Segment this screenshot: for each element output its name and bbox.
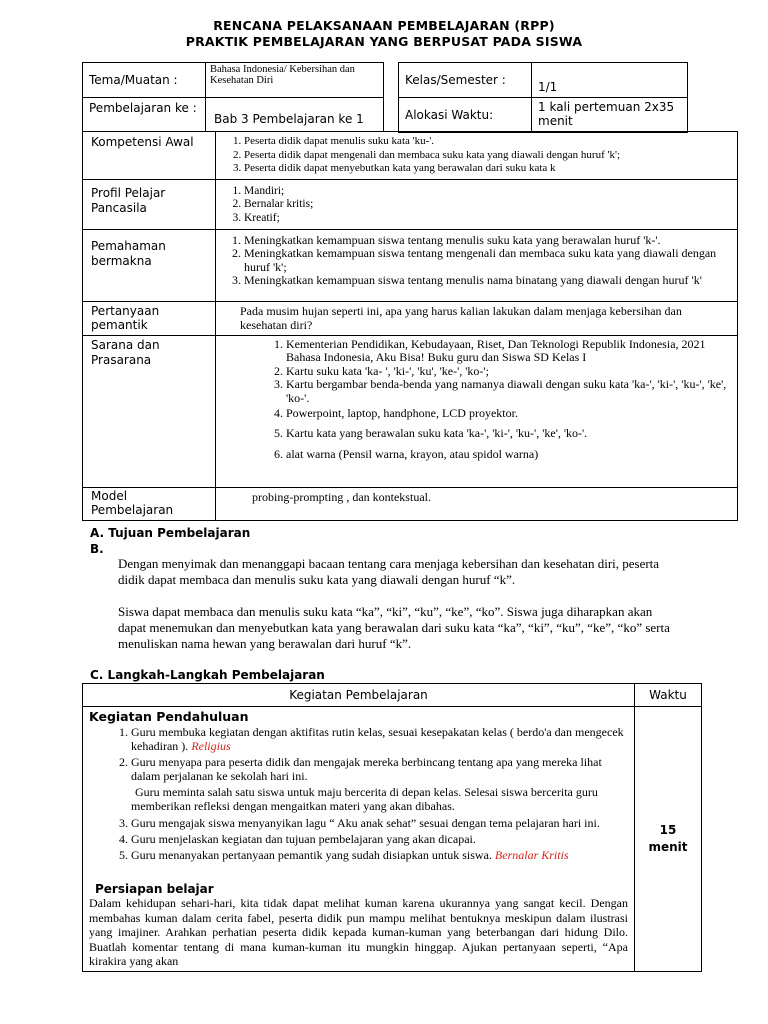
waktu-number: 15 [659, 822, 677, 837]
profil-cell [216, 179, 738, 229]
tema-label: Tema/Muatan : [83, 63, 206, 98]
kompetensi-item: 2. Peserta didik dapat mengenali dan membaca suku kata yang diawali dengan huruf 'k'; [244, 149, 731, 163]
kompetensi-label: Kompetensi Awal [83, 132, 216, 180]
section-b-heading: B. [90, 542, 104, 556]
pemahaman-list [222, 234, 731, 288]
tujuan-paragraph-1: Dengan menyimak dan menanggapi bacaan tentang cara menjaga kebersihan dan kesehatan diri, peserta didik dapat membaca dan menulis suku kata yang diawali dengan huruf “k”. [118, 556, 660, 587]
pemahaman-label: Pemahaman bermakna [83, 229, 216, 301]
step-4-text: Guru menjelaskan kegiatan dan tujuan pembelajaran yang akan dicapai. [131, 832, 476, 846]
header-table-left [82, 62, 384, 132]
pertanyaan-text: Pada musim hujan seperti ini, apa yang harus kalian lakukan dalam menjaga kebersihan dan kesehatan diri? [216, 301, 738, 335]
waktu-cell [635, 707, 702, 972]
profil-item: 1. Mandiri; [244, 185, 731, 199]
step-item [131, 755, 628, 783]
step-5-tag: Bernalar Kritis [494, 848, 569, 862]
sarana-item: 2. Kartu suku kata 'ka- ', 'ki-', 'ku', 'ke-', 'ko-'; [286, 365, 731, 379]
profil-list [222, 185, 731, 226]
kompetensi-cell [216, 132, 738, 180]
kompetensi-item: 1. Peserta didik dapat menulis suku kata 'ku-'. [244, 135, 731, 149]
pemahaman-item: 1. Meningkatkan kemampuan siswa tentang menulis suku kata yang berawalan huruf 'k-'. [244, 234, 731, 248]
pembelajaran-value: Bab 3 Pembelajaran ke 1 [206, 98, 384, 132]
sarana-label: Sarana dan Prasarana [83, 335, 216, 487]
step-2-text: Guru menyapa para peserta didik dan mengajak mereka berbincang tentang apa yang mereka lihat dalam perjalanan ke sekolah hari ini. [131, 755, 602, 783]
kegiatan-header: Kegiatan Pembelajaran [83, 684, 635, 707]
title-line-1: RENCANA PELAKSANAAN PEMBELAJARAN (RPP) [213, 18, 555, 33]
model-label: Model Pembelajaran [83, 487, 216, 520]
pemahaman-cell [216, 229, 738, 301]
pendahuluan-title: Kegiatan Pendahuluan [89, 709, 249, 724]
sarana-item: 3. Kartu bergambar benda-benda yang namanya diawali dengan suku kata 'ka-', 'ki-', 'ku-', 'ke', 'ko-'. [286, 378, 731, 405]
waktu-header: Waktu [635, 684, 702, 707]
persiapan-text: Dalam kehidupan sehari-hari, kita tidak dapat melihat kuman karena ukurannya yang sangat kecil. Dengan membahas kuman dalam cerita fabel, peserta didik pun mampu melihat bentuknya meskipun dalam ilustrasi yang imajiner. Arahkan perhatian peserta didik kepada kuman-kuman yang beterbangan dari hidung Dilo. Buatlah komentar tentang di mana kuman-kuman itu mungkin hinggap. Ajukan pertanyaan seperti, “Apa kirakira yang akan [89, 896, 628, 968]
sarana-item: 4. Powerpoint, laptop, handphone, LCD proyektor. [286, 407, 731, 421]
document-title [0, 18, 768, 50]
sarana-item: 1. Kementerian Pendidikan, Kebudayaan, Riset, Dan Teknologi Republik Indonesia, 2021 Bahasa Indonesia, Aku Bisa! Buku guru dan Siswa SD Kelas I [286, 338, 731, 365]
pendahuluan-steps [89, 725, 628, 783]
kompetensi-list [222, 135, 731, 176]
sarana-item: 6. alat warna (Pensil warna, krayon, atau spidol warna) [286, 448, 731, 462]
sarana-item: 5. Kartu kata yang berawalan suku kata 'ka-', 'ki-', 'ku-', 'ke', 'ko-'. [286, 427, 731, 441]
step-item [131, 832, 628, 846]
kelas-value: 1/1 [532, 63, 688, 98]
kompetensi-item: 3. Peserta didik dapat menyebutkan kata yang berawalan dari suku kata k [244, 162, 731, 176]
sarana-list [264, 338, 731, 462]
step-5-text: Guru menanyakan pertanyaan pemantik yang sudah disiapkan untuk siswa. [131, 848, 492, 862]
tema-value: Bahasa Indonesia/ Kebersihan dan Kesehatan Diri [206, 63, 384, 98]
alokasi-label: Alokasi Waktu: [399, 98, 532, 133]
pembelajaran-label: Pembelajaran ke : [83, 98, 206, 132]
pendahuluan-steps-cont [89, 816, 628, 862]
sarana-cell [216, 335, 738, 487]
profil-label: Profil Pelajar Pancasila [83, 179, 216, 229]
step-note [89, 785, 628, 813]
kelas-label: Kelas/Semester : [399, 63, 532, 98]
profil-item: 3. Kreatif; [244, 212, 731, 226]
pendahuluan-cell [83, 707, 635, 972]
waktu-unit: menit [648, 839, 688, 854]
alokasi-value: 1 kali pertemuan 2x35 menit [532, 98, 688, 133]
persiapan-title: Persiapan belajar [95, 882, 214, 896]
step-1-text: Guru membuka kegiatan dengan aktifitas rutin kelas, sesuai kesepakatan kelas ( berdo'a dan mengecek kehadiran ). [131, 725, 624, 753]
step-item [131, 816, 628, 830]
step-3-text: Guru mengajak siswa menyanyikan lagu “ Aku anak sehat” sesuai dengan tema pelajaran hari ini. [131, 816, 600, 830]
section-c-heading: C. Langkah-Langkah Pembelajaran [90, 668, 325, 682]
title-line-2: PRAKTIK PEMBELAJARAN YANG BERPUSAT PADA SISWA [185, 34, 583, 49]
section-a-heading: A. Tujuan Pembelajaran [90, 526, 251, 540]
pemahaman-item: 2. Meningkatkan kemampuan siswa tentang mengenali dan membaca suku kata yang diawali dengan huruf 'k'; [244, 247, 731, 274]
step-1-tag: Religius [191, 739, 231, 753]
langkah-table [82, 683, 702, 972]
pertanyaan-label: Pertanyaan pemantik [83, 301, 216, 335]
step-note-text: Guru meminta salah satu siswa untuk maju bercerita di depan kelas. Selesai siswa bercerita guru memberikan refleksi dengan mengaitkan materi yang akan dibahas. [131, 785, 598, 813]
model-text: probing-prompting , dan kontekstual. [216, 487, 738, 520]
step-item [131, 725, 628, 753]
profil-item: 2. Bernalar kritis; [244, 198, 731, 212]
rpp-info-table [82, 131, 738, 521]
tujuan-paragraph-2: Siswa dapat membaca dan menulis suku kata “ka”, “ki”, “ku”, “ke”, “ko”. Siswa juga diharapkan akan dapat menemukan dan menyebutkan kata yang berawalan dari suku kata “ka”, “ki”, “ku”, “ke”, “ko” serta menuliskan nama hewan yang berawalan dari huruf “k”. [118, 604, 670, 651]
header-table-right [398, 62, 688, 133]
pemahaman-item: 3. Meningkatkan kemampuan siswa tentang menulis nama binatang yang diawali dengan huruf 'k' [244, 274, 731, 288]
step-item [131, 848, 628, 862]
